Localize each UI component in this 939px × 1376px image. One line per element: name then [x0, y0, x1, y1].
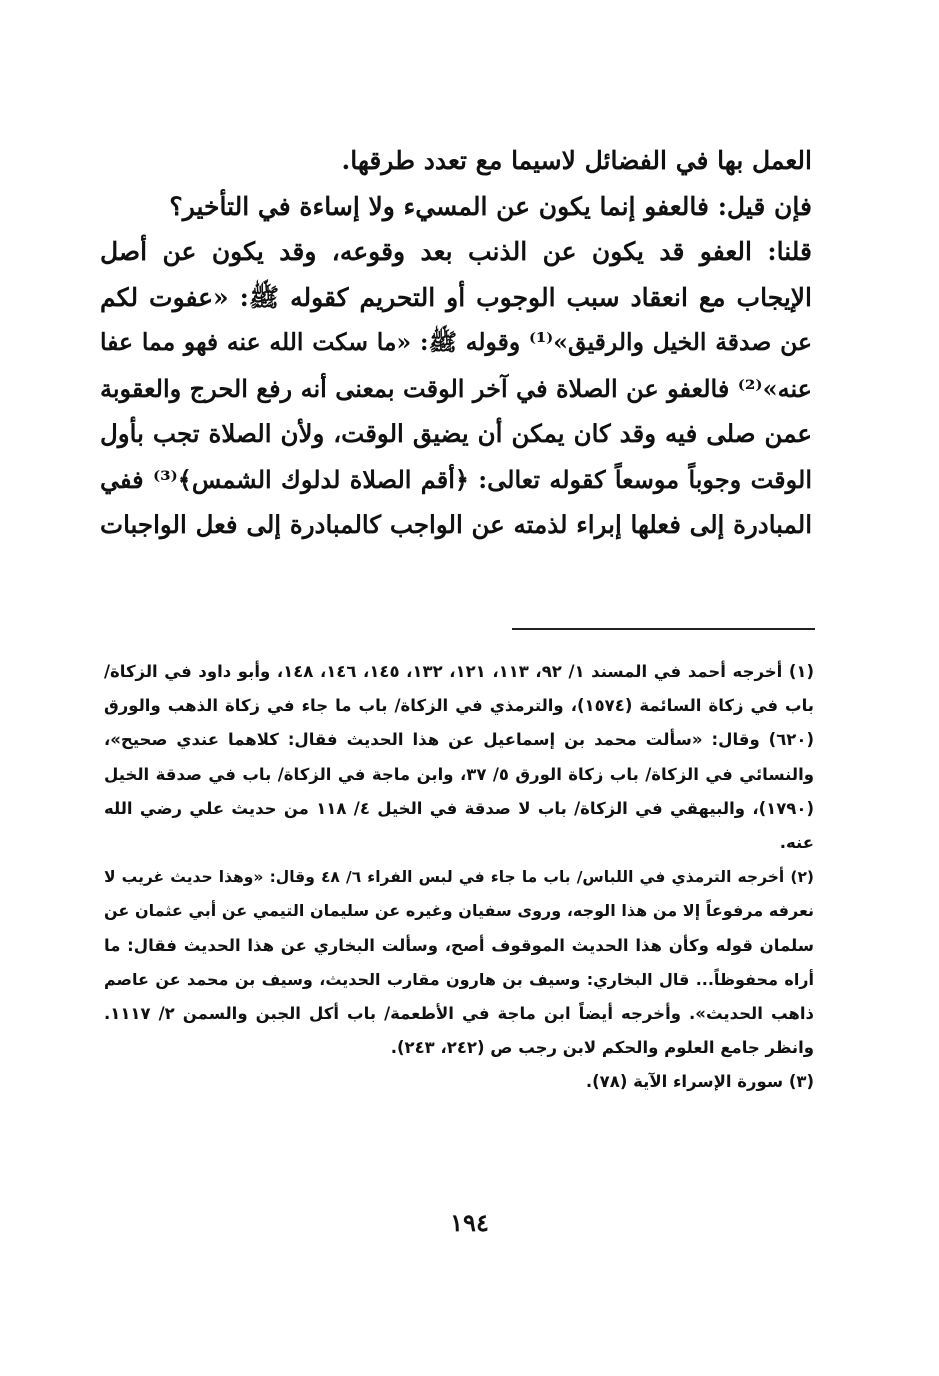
footnotes [104, 655, 814, 1099]
footnote-line: (١٧٩٠)، والبيهقي في الزكاة/ باب لا صدقة في الخيل ٤/ ١١٨ من حديث علي رضي الله [104, 798, 814, 818]
body-line: عنه»⁽²⁾ فالعفو عن الصلاة في آخر الوقت بمعنى أنه رفع الحرج والعقوبة [100, 373, 812, 403]
footnote-line: (٣) سورة الإسراء الآية (٧٨). [585, 1072, 814, 1092]
footnote-line: (١) أخرجه أحمد في المسند ١/ ٩٢، ١١٣، ١٢١، ١٣٢، ١٤٥، ١٤٦، ١٤٨، وأبو داود في الزكاة/ [104, 662, 815, 681]
footnote-line: وانظر جامع العلوم والحكم لابن رجب ص (٢٤٢، ٢٤٣). [390, 1038, 814, 1058]
body-line: عن صدقة الخيل والرقيق»⁽¹⁾ وقوله ﷺ: «ما سكت الله عنه فهو مما عفا [100, 328, 812, 356]
footnote-line: سلمان قوله وكأن هذا الحديث الموقوف أصح، وسألت البخاري عن هذا الحديث فقال: ما [104, 935, 814, 955]
body-line: العمل بها في الفضائل لاسيما مع تعدد طرقها. [341, 146, 812, 175]
body-line: فإن قيل: فالعفو إنما يكون عن المسيء ولا إساءة في التأخير؟ [169, 191, 812, 221]
footnote-separator [512, 628, 815, 630]
footnote-line: والنسائي في الزكاة/ باب زكاة الورق ٥/ ٣٧، وابن ماجة في الزكاة/ باب في صدقة الخيل [104, 764, 814, 784]
footnote-line: (٢) أخرجه الترمذي في اللباس/ باب ما جاء في لبس الفراء ٦/ ٤٨ وقال: «وهذا حديث غريب لا [104, 868, 815, 887]
footnote-line: (٦٢٠) وقال: «سألت محمد بن إسماعيل عن هذا الحديث فقال: كلاهما عندي صحيح»، [104, 730, 814, 750]
body-line: المبادرة إلى فعلها إبراء لذمته عن الواجب كالمبادرة إلى فعل الواجبات [100, 510, 812, 539]
footnote-line: باب في زكاة السائمة (١٥٧٤)، والترمذي في الزكاة/ باب ما جاء في زكاة الذهب والورق [104, 696, 815, 716]
page-number: ١٩٤ [450, 1208, 489, 1237]
footnote-line: أراه محفوظاً... قال البخاري: وسيف بن هارون مقارب الحديث، وسيف بن محمد عن عاصم [104, 969, 814, 989]
footnote-line: نعرفه مرفوعاً إلا من هذا الوجه، وروى سفيان وغيره عن سليمان التيمي عن أبي عثمان عن [104, 901, 814, 921]
body-line: الإيجاب مع انعقاد سبب الوجوب أو التحريم كقوله ﷺ: «عفوت لكم [100, 282, 812, 312]
main-text [100, 138, 812, 548]
body-line: الوقت وجوباً موسعاً كقوله تعالى: ﴿أقم الصلاة لدلوك الشمس﴾⁽³⁾ ففي [100, 464, 813, 494]
body-line: قلنا: العفو قد يكون عن الذنب بعد وقوعه، وقد يكون عن أصل [100, 237, 812, 266]
footnote-line: عنه. [779, 832, 814, 852]
footnote-line: ذاهب الحديث». وأخرجه أيضاً ابن ماجة في الأطعمة/ باب أكل الجبن والسمن ٢/ ١١١٧. [104, 1003, 814, 1023]
body-line: عمن صلى فيه وقد كان يمكن أن يضيق الوقت، ولأن الصلاة تجب بأول [100, 419, 812, 448]
